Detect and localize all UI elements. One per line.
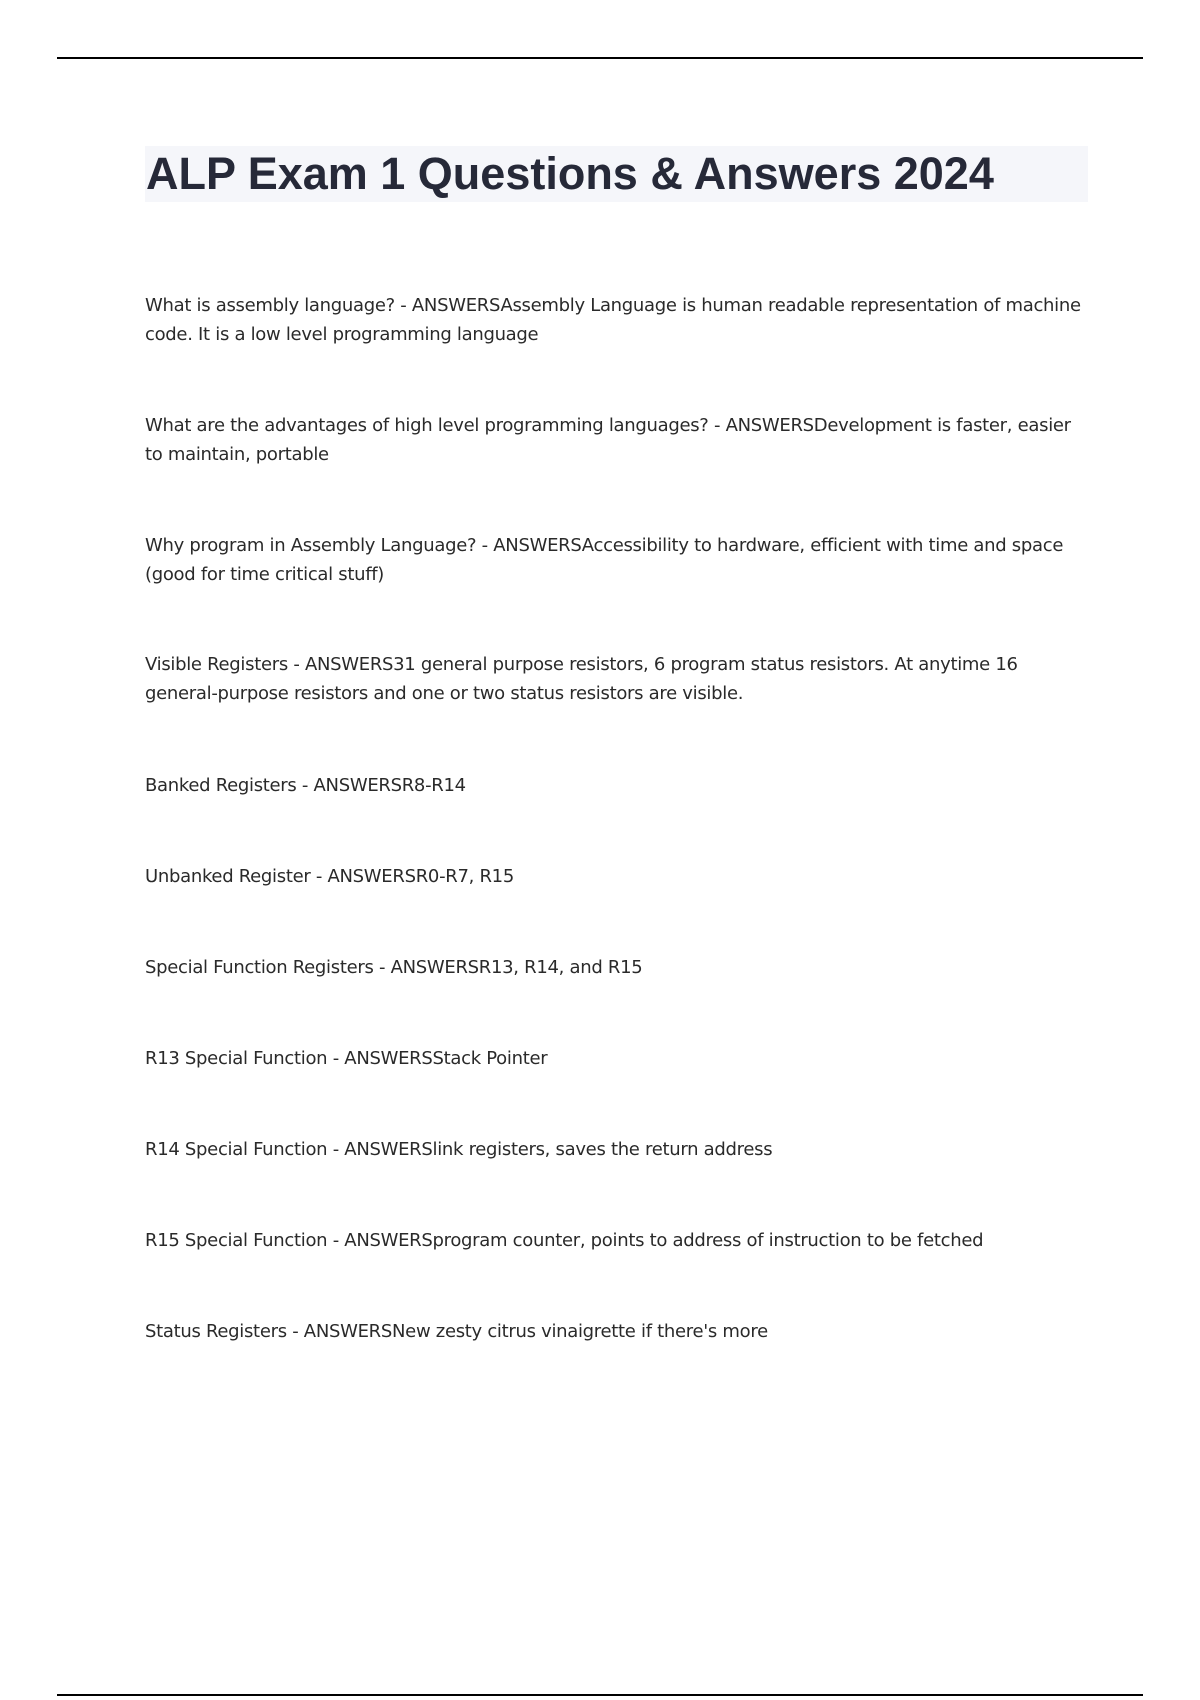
qa-item-11: Status Registers - ANSWERSNew zesty citrus vinaigrette if there's more xyxy=(145,1321,768,1342)
qa-item-9: R14 Special Function - ANSWERSlink registers, saves the return address xyxy=(145,1139,773,1160)
qa-item-7: Special Function Registers - ANSWERSR13, R14, and R15 xyxy=(145,957,643,978)
qa-item-10: R15 Special Function - ANSWERSprogram counter, points to address of instruction to be fetched xyxy=(145,1230,984,1251)
title-highlight xyxy=(145,146,1088,202)
qa-item-3: Why program in Assembly Language? - ANSWERSAccessibility to hardware, efficient with time and space (good for time critical stuff) xyxy=(145,535,1064,585)
document-title: ALP Exam 1 Questions & Answers 2024 xyxy=(146,148,994,199)
top-rule xyxy=(57,57,1143,59)
bottom-rule xyxy=(57,1694,1143,1696)
qa-item-4: Visible Registers - ANSWERS31 general purpose resistors, 6 program status resistors. At anytime 16 general-purpose resistors and one or two status resistors are visible. xyxy=(145,654,1018,704)
qa-item-5: Banked Registers - ANSWERSR8-R14 xyxy=(145,775,466,796)
qa-item-1: What is assembly language? - ANSWERSAssembly Language is human readable representation of machine code. It is a low level programming language xyxy=(145,295,1081,345)
qa-item-6: Unbanked Register - ANSWERSR0-R7, R15 xyxy=(145,866,514,887)
qa-item-2: What are the advantages of high level programming languages? - ANSWERSDevelopment is faster, easier to maintain, portable xyxy=(145,415,1071,465)
qa-item-8: R13 Special Function - ANSWERSStack Pointer xyxy=(145,1048,548,1069)
